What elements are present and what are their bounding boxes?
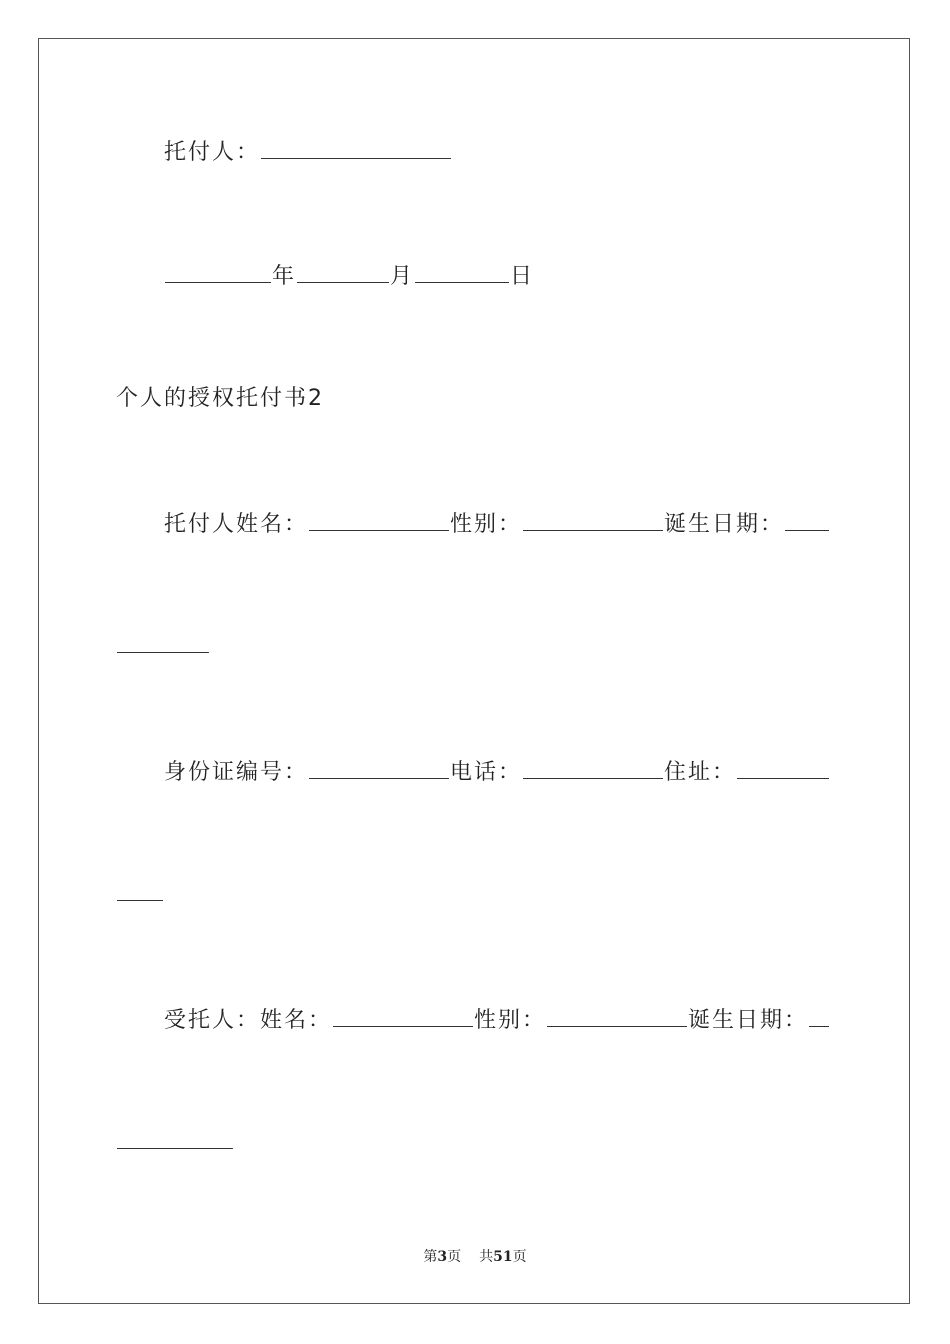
agent-info-line [164, 1004, 830, 1034]
agent-birth-continuation [116, 1126, 234, 1156]
day-blank [415, 260, 509, 283]
address-continuation [116, 878, 164, 908]
id-number-blank [309, 756, 449, 779]
agent-birth-label: 诞生日期： [688, 1008, 809, 1033]
address-blank-cont [117, 878, 163, 901]
agent-name-label: 受托人：姓名： [164, 1008, 333, 1033]
principal-name-blank [309, 508, 449, 531]
total-suffix: 页 [512, 1249, 527, 1265]
agent-gender-label: 性别： [474, 1008, 547, 1033]
agent-gender-blank [547, 1004, 687, 1027]
page-prefix: 第 [423, 1249, 438, 1265]
month-blank [297, 260, 389, 283]
section-heading [116, 384, 324, 414]
principal-info-line [164, 508, 830, 538]
year-blank [165, 260, 271, 283]
date-line [164, 260, 534, 290]
month-label: 月 [390, 264, 415, 289]
page-suffix: 页 [447, 1249, 462, 1265]
total-prefix: 共 [479, 1249, 494, 1265]
principal-label: 托付人： [164, 140, 261, 165]
principal-name-label: 托付人姓名： [164, 512, 309, 537]
principal-birth-continuation [116, 630, 210, 660]
address-label: 住址： [664, 760, 737, 785]
total-pages: 51 [493, 1249, 513, 1265]
principal-id-line [164, 756, 830, 786]
page-frame [38, 38, 910, 1304]
principal-birth-label: 诞生日期： [664, 512, 785, 537]
principal-birth-blank [785, 508, 829, 531]
address-blank [737, 756, 829, 779]
id-number-label: 身份证编号： [164, 760, 309, 785]
agent-name-blank [333, 1004, 473, 1027]
page-footer [0, 1246, 950, 1266]
principal-gender-label: 性别： [450, 512, 523, 537]
principal-birth-blank-cont [117, 630, 209, 653]
page-number: 3 [437, 1249, 448, 1265]
phone-blank [523, 756, 663, 779]
principal-gender-blank [523, 508, 663, 531]
phone-label: 电话： [450, 760, 523, 785]
principal-blank [261, 136, 451, 159]
section-heading-text: 个人的授权托付书2 [116, 386, 324, 411]
year-label: 年 [272, 264, 297, 289]
agent-birth-blank-cont [117, 1126, 233, 1149]
principal-signature-line [164, 136, 452, 166]
day-label: 日 [510, 264, 535, 289]
agent-birth-blank [809, 1004, 829, 1027]
